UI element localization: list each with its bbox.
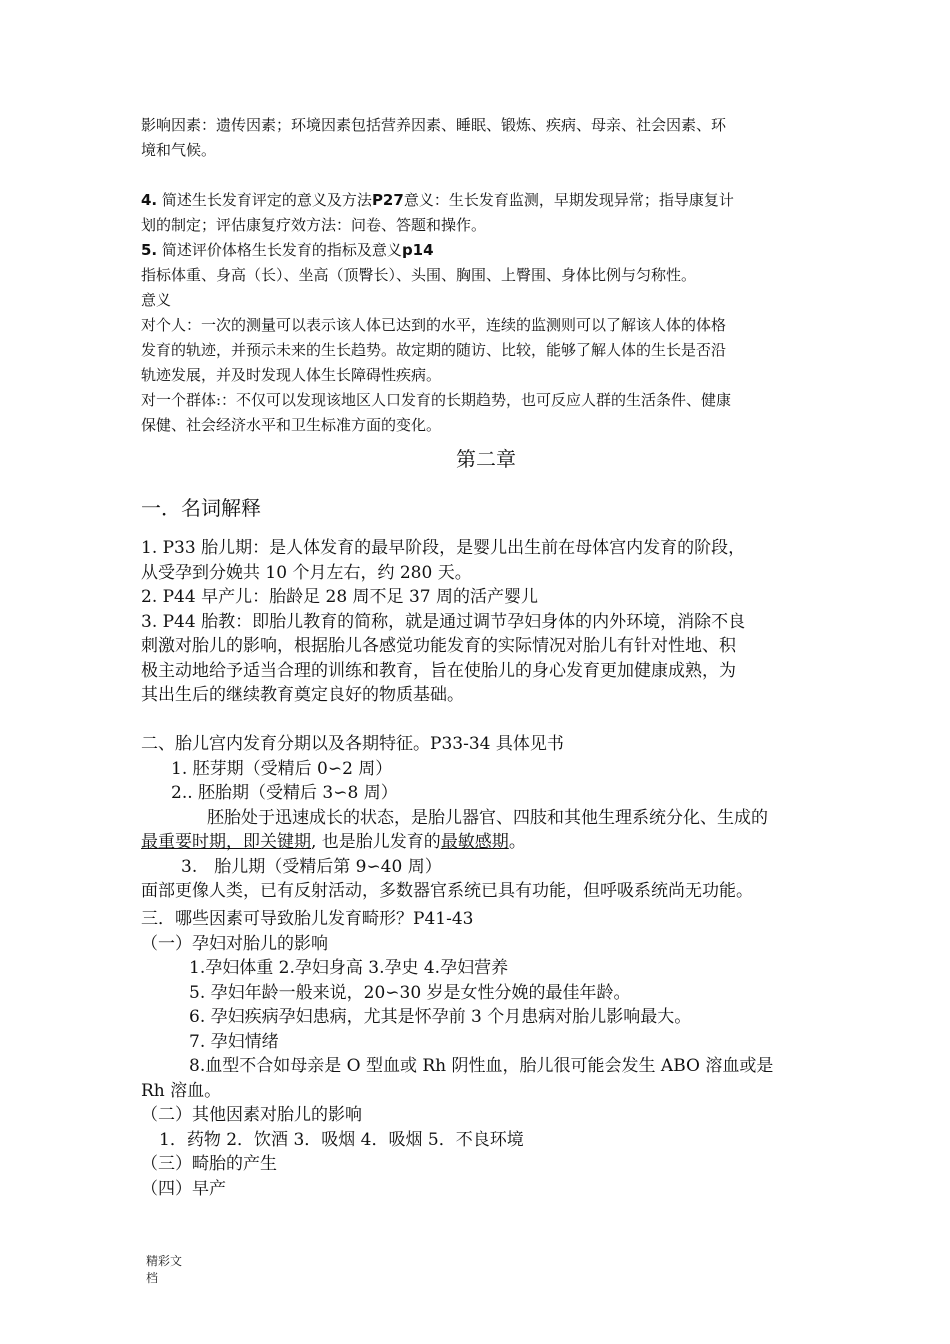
footer-watermark [146, 1253, 182, 1287]
page-reference: p14 [401, 241, 434, 259]
text-line: 划的制定；评估康复疗效方法：问卷、答题和操作。 [141, 216, 487, 234]
section-heading: 一．名词解释 [141, 496, 261, 520]
text-line: 2. P44 早产儿：胎龄足 28 周不足 37 周的活产婴儿 [141, 587, 538, 607]
subsection-heading: （二）其他因素对胎儿的影响 [141, 1105, 362, 1125]
question-number: 5. [141, 241, 158, 259]
text-span: , 也是胎儿发育的 [311, 832, 441, 852]
text-line: 境和气候。 [141, 141, 217, 159]
subsection-heading: （一）孕妇对胎儿的影响 [141, 933, 328, 954]
text-line [141, 830, 831, 855]
list-item: 1．药物 2．饮酒 3．吸烟 4．吸烟 5．不良环境 [159, 1129, 524, 1150]
text-line: 发育的轨迹，并预示未来的生长趋势。故定期的随访、比较，能够了解人体的生长是否沿 [141, 341, 727, 359]
text-line: 指标体重、身高（长）、坐高（顶臀长）、头围、胸围、上臀围、身体比例与匀称性。 [141, 266, 697, 284]
text-line: 3. P44 胎教：即胎儿教育的简称，就是通过调节孕妇身体的内外环境，消除不良 [141, 611, 746, 632]
subsection-heading: （三）畸胎的产生 [141, 1154, 277, 1174]
list-item: 5. 孕妇年龄一般来说，20∽30 岁是女性分娩的最佳年龄。 [189, 982, 631, 1003]
question-answer: 意义：生长发育监测，早期发现异常；指导康复计 [403, 191, 734, 209]
question-number: 4. [141, 191, 158, 209]
text-line: 1. P33 胎儿期：是人体发育的最早阶段，是婴儿出生前在母体宫内发育的阶段， [141, 538, 746, 558]
footer-line: 精彩文 [146, 1254, 183, 1268]
list-item: 8.血型不合如母亲是 O 型血或 Rh 阴性血，胎儿很可能会发生 ABO 溶血或是 [189, 1056, 774, 1076]
text-line: 对个人：一次的测量可以表示该人体已达到的水平，连续的监测则可以了解该人体的体格 [141, 316, 727, 334]
text-line: 胚胎处于迅速成长的状态，是胎儿器官、四肢和其他生理系统分化、生成的 [207, 807, 768, 828]
list-item: 6. 孕妇疾病孕妇患病，尤其是怀孕前 3 个月患病对胎儿影响最大。 [189, 1007, 692, 1027]
question-title: 简述生长发育评定的意义及方法 [161, 191, 372, 209]
stage-item: 3. 胎儿期（受精后第 9∽40 周） [181, 856, 442, 877]
text-line: 轨迹发展，并及时发现人体生长障碍性疾病。 [141, 366, 442, 384]
page-reference: P27 [371, 191, 404, 209]
text-line: 其出生后的继续教育奠定良好的物质基础。 [141, 685, 464, 705]
text-line: 刺激对胎儿的影响，根据胎儿各感觉功能发育的实际情况对胎儿有针对性地、积 [141, 636, 736, 656]
stage-item: 2.. 胚胎期（受精后 3∽8 周） [171, 783, 398, 803]
text-line: 面部更像人类，已有反射活动，多数器官系统已具有功能，但呼吸系统尚无功能。 [141, 881, 753, 901]
underlined-term: 最敏感期 [440, 832, 509, 852]
section-heading: 二、胎儿宫内发育分期以及各期特征。P33-34 具体见书 [141, 734, 564, 754]
text-line: 从受孕到分娩共 10 个月左右，约 280 天。 [141, 562, 472, 583]
footer-line: 档 [146, 1271, 159, 1285]
text-line: 影响因素：遗传因素；环境因素包括营养因素、睡眠、锻炼、疾病、母亲、社会因素、环 [141, 116, 727, 134]
question-4-line-1 [141, 188, 831, 213]
list-item: 7. 孕妇情绪 [189, 1031, 279, 1052]
text-line: Rh 溶血。 [141, 1080, 222, 1101]
text-line: 意义 [141, 291, 172, 309]
definitions-list [141, 536, 831, 708]
section-heading: 三．哪些因素可导致胎儿发育畸形？P41-43 [141, 909, 474, 929]
text-line: 对一个群体:：不仅可以发现该地区人口发育的长期趋势，也可反应人群的生活条件、健康 [141, 391, 732, 409]
question-5 [141, 238, 831, 438]
text-span: 。 [508, 832, 526, 852]
chapter-title: 第二章 [456, 447, 516, 471]
question-4 [141, 188, 831, 238]
influence-factors-paragraph [141, 113, 831, 163]
stage-item: 1. 胚芽期（受精后 0∽2 周） [171, 758, 393, 779]
text-line: 极主动地给予适当合理的训练和教育，旨在使胎儿的身心发育更加健康成熟，为 [141, 660, 736, 681]
question-5-line-1 [141, 238, 831, 263]
section-3 [141, 907, 831, 1201]
text-line: 保健、社会经济水平和卫生标准方面的变化。 [141, 416, 442, 434]
question-title: 简述评价体格生长发育的指标及意义 [161, 241, 402, 259]
underlined-term: 最重要时期，即关键期 [141, 832, 311, 852]
section-2 [141, 732, 831, 904]
list-item: 1.孕妇体重 2.孕妇身高 3.孕史 4.孕妇营养 [189, 958, 509, 978]
subsection-heading: （四）早产 [141, 1178, 226, 1199]
